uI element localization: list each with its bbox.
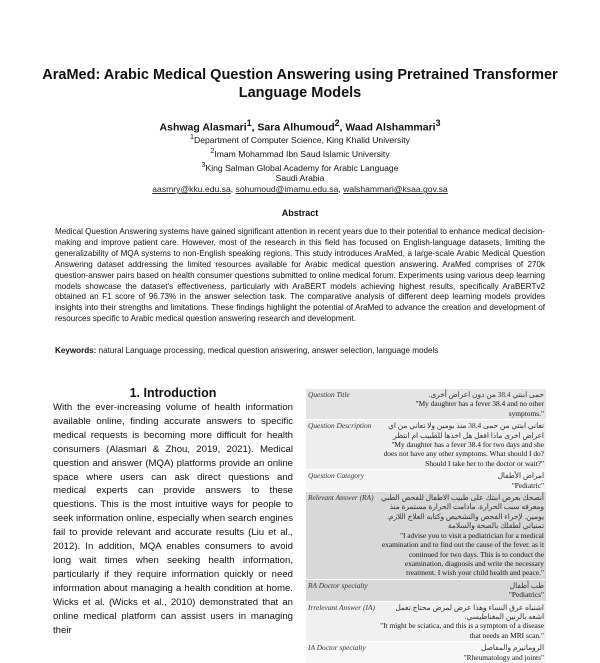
english-text: "My daughter has a fever 38.4 for two days and she does not have any other symptoms. What should I do? Should I take her to the doctor or wait?"	[383, 440, 544, 468]
english-text: "Pediatrics"	[508, 590, 544, 600]
table-row	[306, 579, 546, 601]
row-label: RA Doctor specialty	[308, 580, 368, 590]
affiliation	[0, 146, 600, 160]
section-heading: 1. Introduction	[129, 386, 217, 400]
affiliations	[0, 132, 600, 195]
arabic-text: تعاني ابنتي من حمى 38.4 منذ يومين ولا تعاني من اي اعراض اخرى ماذا افعل هل اخذها للطبيب ام انتظر	[388, 421, 544, 440]
english-text: "It might be sciatica, and this is a symptom of a disease that needs an MRI scan."	[380, 621, 544, 640]
author-name: Ashwag Alasmari	[159, 121, 247, 134]
author-sup: 3	[435, 118, 441, 128]
table-row	[306, 641, 546, 663]
arabic-text: طب أطفال	[509, 580, 544, 590]
table-row	[306, 469, 546, 491]
table-row	[306, 419, 546, 469]
affiliation	[0, 132, 600, 146]
abstract-heading: Abstract	[281, 208, 319, 218]
abstract-text: Medical Question Answering systems have gained significant attention in recent years due to their potential to enhance medical decision-making and improve patient care. However, most of the research in this field has focused on English-language datasets, limiting the generalizability of MQA systems to non-English speaking regions. This study introduces AraMed, a large-scale Arabic Medical Question Answering dataset addressing the limited resources available for Arabic medical question answering. AraMed comprises of 270k question-answer pairs based on health consumer questions submitted to online medical forum. Experiments using various deep learning models showcase the dataset's effectiveness, particularly with AraBERT models achieving highest results, specifically AraBERTv2 obtained an F1 score of 96.73% in the answer selection task. The comparative analysis of different deep learning models provides insights into their strengths and limitations. These findings highlight the potential of AraMed to advance the creation and development of resources specific to Arabic medical question answering research and development.	[55, 227, 545, 324]
row-value	[378, 470, 546, 491]
keywords-text: natural Language processing, medical question answering, answer selection, language models	[98, 346, 439, 355]
keywords	[55, 346, 555, 355]
table-row	[306, 491, 546, 579]
aff-text: Imam Mohammad Ibn Saud Islamic University	[214, 148, 390, 159]
table-row	[306, 601, 546, 642]
emails: aasmry@kku.edu.sa, sohumoud@imamu.edu.sa, walshammari@ksaa.gov.sa	[152, 184, 448, 195]
affiliation	[0, 160, 600, 174]
row-label: Irrelevant Answer (IA)	[308, 602, 375, 612]
email-link[interactable]: walshammari@ksaa.gov.sa	[343, 184, 448, 195]
aff-text: King Salman Global Academy for Arabic Language	[205, 162, 399, 173]
keywords-label: Keywords:	[55, 346, 97, 355]
author-sup: 2	[334, 118, 340, 128]
row-value	[378, 602, 546, 642]
intro-paragraph: With the ever-increasing volume of health information available online, finding accurate answers to specific medical requests is becoming more difficult for health consumers (Alasmari & Zhou, 2019, 2021). Medical question and answer (MQA) platforms provide an online space where users can ask direct questions and medical experts can provide answers to these questions. This is the most intuitive ways for people to seek information online, especially when search engines fail to provide relevant and accurate results (Liu et al., 2012). In addition, MQA enables consumers to avoid long wait times when seeking health information, particularly if they require information quickly or need information about managing a health condition at home. Wicks et al. (Wicks et al., 2010) demonstrated that an online medical platform can assist users in managing their	[53, 402, 293, 636]
aff-sup: 1	[190, 133, 195, 141]
row-value	[378, 642, 546, 663]
aff-text: Department of Computer Science, King Khalid University	[194, 134, 410, 145]
example-table	[306, 388, 546, 663]
author-name: Waad Alshammari	[345, 121, 436, 134]
row-value	[378, 580, 546, 601]
email-link[interactable]: sohumoud@imamu.edu.sa	[235, 184, 339, 195]
row-label: Question Category	[308, 471, 365, 481]
english-text: "Rheumatology and joints"	[463, 652, 544, 662]
email-link[interactable]: aasmry@kku.edu.sa	[152, 184, 231, 195]
arabic-text: امراض الأطفال	[497, 471, 544, 481]
english-text: "Pediatric"	[511, 480, 544, 490]
row-label: Question Title	[308, 390, 350, 399]
row-value	[378, 492, 546, 579]
row-label: IA Doctor specialty	[308, 643, 366, 653]
table-row	[306, 388, 546, 419]
arabic-text: اشتباه عرق النساء وهذا عرض لمرض محتاج تعمل اشعه بالرنين المغناطيسي.	[395, 602, 544, 621]
author-list: Ashwag Alasmari$^1$, Sara Alhumoud$^2$, Waad Alshammari$^3$	[159, 118, 441, 134]
paper-title: AraMed: Arabic Medical Question Answering using Pretrained Transformer Language Models	[42, 67, 558, 101]
author-sup: 1	[246, 118, 252, 128]
arabic-text: حمى ابنتي 38.4 من دون اعراض أخرى.	[428, 390, 544, 399]
row-label: Question Description	[308, 421, 372, 431]
aff-sup: 3	[201, 160, 206, 169]
author-name: Sara Alhumoud	[257, 121, 335, 134]
row-value	[378, 389, 546, 419]
country: Saudi Arabia	[275, 173, 325, 184]
arabic-text: الروماتيزم والمفاصل	[481, 643, 544, 653]
arabic-text: أنصحك بعرض ابنتك على طبيب الاطفال للفحص الطبي ومعرفه سبب الحرارة. مادامت الحرارة مستمرة منذ يومين. لإجراء الفحص والتشخيص وكتابه العلاج اللازم. تمنياتي لطفلك بالصحة والسلامة	[380, 493, 544, 531]
aff-sup: 2	[210, 146, 215, 155]
row-value	[378, 420, 546, 469]
english-text: "I advise you to visit a pediatrician for a medical examination and to find out the cause of the fever. as it continued for two days. This is to conduct the examination, diagnosis and write the necessary treatment. I wish your child health and peace."	[381, 530, 544, 578]
english-text: "My daughter has a fever 38.4 and no other symptoms."	[415, 399, 544, 418]
row-label: Relevant Answer (RA)	[308, 493, 374, 503]
